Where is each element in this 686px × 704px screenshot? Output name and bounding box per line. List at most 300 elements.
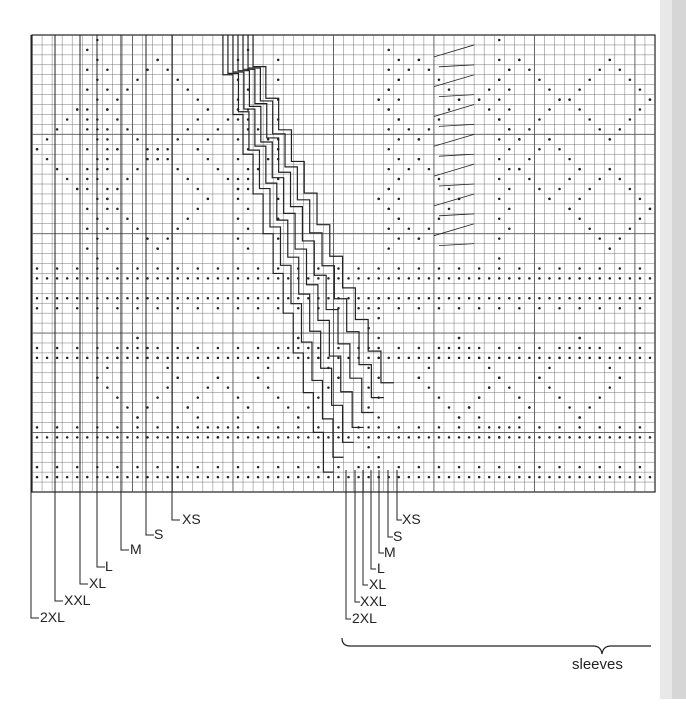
stitch-dot: [237, 277, 240, 280]
stitch-dot: [629, 188, 632, 191]
stitch-dot: [629, 78, 632, 81]
stitch-dot: [307, 436, 310, 439]
stitch-dot: [639, 267, 642, 270]
stitch-dot: [619, 347, 622, 350]
stitch-dot: [146, 69, 149, 72]
stitch-dot: [598, 307, 601, 310]
stitch-dot: [367, 406, 370, 409]
stitch-dot: [488, 367, 491, 370]
stitch-dot: [337, 347, 340, 350]
stitch-dot: [247, 297, 250, 300]
stitch-dot: [136, 357, 139, 360]
stitch-dot: [438, 466, 441, 469]
stitch-dot: [56, 347, 59, 350]
stitch-dot: [187, 277, 190, 280]
stitch-dot: [357, 297, 360, 300]
stitch-dot: [257, 347, 260, 350]
stitch-dot: [86, 168, 89, 171]
stitch-dot: [418, 377, 421, 380]
stitch-dot: [317, 426, 320, 429]
stitch-dot: [237, 436, 240, 439]
stitch-dot: [387, 208, 390, 211]
stitch-dot: [478, 357, 481, 360]
stitch-dot: [156, 476, 159, 479]
stitch-dot: [327, 277, 330, 280]
stitch-dot: [528, 436, 531, 439]
sleeve-size-label-l: L: [377, 560, 385, 576]
stitch-dot: [598, 69, 601, 72]
stitch-dot: [106, 108, 109, 111]
stitch-dot: [428, 367, 431, 370]
stitch-dot: [197, 466, 200, 469]
stitch-dot: [518, 426, 521, 429]
stitch-dot: [197, 426, 200, 429]
stitch-dot: [86, 247, 89, 250]
stitch-dot: [56, 357, 59, 360]
stitch-dot: [377, 277, 380, 280]
stitch-dot: [498, 347, 501, 350]
stitch-dot: [187, 436, 190, 439]
stitch-dot: [639, 297, 642, 300]
stitch-dot: [197, 277, 200, 280]
stitch-dot: [528, 178, 531, 181]
stitch-dot: [287, 357, 290, 360]
stitch-dot: [116, 188, 119, 191]
stitch-dot: [448, 476, 451, 479]
stitch-dot: [387, 88, 390, 91]
stitch-dot: [649, 297, 652, 300]
stitch-dot: [136, 277, 139, 280]
stitch-dot: [367, 367, 370, 370]
sleeve-size-label-2xl: 2XL: [352, 610, 377, 626]
stitch-dot: [217, 297, 220, 300]
stitch-dot: [518, 436, 521, 439]
stitch-dot: [237, 267, 240, 270]
stitch-dot: [237, 307, 240, 310]
stitch-dot: [488, 108, 491, 111]
stitch-dot: [166, 386, 169, 389]
stitch-dot: [227, 357, 230, 360]
diagonal-mark: [439, 95, 474, 97]
stitch-dot: [528, 297, 531, 300]
stitch-dot: [508, 297, 511, 300]
stitch-dot: [136, 416, 139, 419]
stitch-dot: [126, 347, 129, 350]
stitch-dot: [56, 277, 59, 280]
stitch-dot: [538, 426, 541, 429]
stitch-dot: [86, 357, 89, 360]
stitch-dot: [56, 297, 59, 300]
stitch-dot: [538, 377, 541, 380]
stitch-dot: [337, 466, 340, 469]
stitch-dot: [528, 406, 531, 409]
stitch-dot: [478, 436, 481, 439]
stitch-dot: [588, 406, 591, 409]
stitch-dot: [438, 396, 441, 399]
stitch-dot: [568, 297, 571, 300]
stitch-dot: [237, 466, 240, 469]
stitch-dot: [408, 168, 411, 171]
stitch-dot: [357, 307, 360, 310]
stitch-dot: [126, 277, 129, 280]
stitch-dot: [106, 357, 109, 360]
stitch-dot: [197, 357, 200, 360]
stitch-dot: [267, 386, 270, 389]
stitch-dot: [548, 357, 551, 360]
stitch-dot: [116, 208, 119, 211]
stitch-dot: [398, 218, 401, 221]
stitch-dot: [146, 148, 149, 151]
stitch-dot: [498, 98, 501, 101]
front-size-leader-line: [121, 35, 129, 550]
stitch-dot: [176, 357, 179, 360]
stitch-dot: [267, 476, 270, 479]
stitch-dot: [498, 257, 501, 260]
stitch-dot: [76, 267, 79, 270]
sleeves-caption: sleeves: [572, 656, 623, 673]
stitch-dot: [478, 416, 481, 419]
stitch-dot: [136, 307, 139, 310]
stitch-dot: [578, 88, 581, 91]
stitch-dot: [217, 307, 220, 310]
stitch-dot: [136, 78, 139, 81]
stitch-dot: [367, 476, 370, 479]
stitch-dot: [377, 297, 380, 300]
stitch-dot: [377, 436, 380, 439]
stitch-dot: [619, 267, 622, 270]
stitch-dot: [207, 158, 210, 161]
stitch-dot: [176, 426, 179, 429]
stitch-dot: [106, 148, 109, 151]
stitch-dot: [237, 218, 240, 221]
stitch-dot: [156, 267, 159, 270]
stitch-dot: [498, 237, 501, 240]
stitch-dot: [598, 396, 601, 399]
front-size-label-l: L: [105, 558, 113, 574]
stitch-dot: [136, 168, 139, 171]
stitch-dot: [106, 277, 109, 280]
stitch-dot: [86, 88, 89, 91]
stitch-dot: [578, 337, 581, 340]
stitch-dot: [408, 476, 411, 479]
stitch-dot: [398, 178, 401, 181]
stitch-dot: [247, 188, 250, 191]
stitch-dot: [558, 466, 561, 469]
stitch-dot: [36, 267, 39, 270]
stitch-dot: [639, 357, 642, 360]
stitch-dot: [197, 396, 200, 399]
stitch-dot: [176, 78, 179, 81]
stitch-dot: [438, 118, 441, 121]
stitch-dot: [237, 198, 240, 201]
stitch-dot: [548, 367, 551, 370]
stitch-dot: [136, 138, 139, 141]
stitch-dot: [619, 307, 622, 310]
stitch-dot: [287, 347, 290, 350]
stitch-dot: [156, 247, 159, 250]
stitch-dot: [418, 347, 421, 350]
stitch-dot: [277, 466, 280, 469]
stitch-dot: [488, 436, 491, 439]
stitch-dot: [146, 347, 149, 350]
stitch-dot: [468, 277, 471, 280]
stitch-dot: [428, 168, 431, 171]
stitch-dot: [106, 188, 109, 191]
stitch-dot: [458, 436, 461, 439]
stitch-dot: [277, 307, 280, 310]
stitch-dot: [448, 188, 451, 191]
stitch-dot: [377, 307, 380, 310]
stitch-dot: [327, 357, 330, 360]
stitch-dot: [498, 436, 501, 439]
stitch-dot: [66, 118, 69, 121]
stitch-dot: [428, 128, 431, 131]
stitch-dot: [588, 188, 591, 191]
stitch-dot: [428, 297, 431, 300]
stitch-dot: [468, 297, 471, 300]
stitch-dot: [387, 247, 390, 250]
stitch-dot: [578, 108, 581, 111]
stitch-dot: [247, 247, 250, 250]
stitch-dot: [478, 307, 481, 310]
stitch-dot: [508, 227, 511, 230]
stitch-dot: [578, 416, 581, 419]
stitch-dot: [156, 307, 159, 310]
stitch-dot: [518, 297, 521, 300]
stitch-dot: [398, 476, 401, 479]
stitch-dot: [297, 416, 300, 419]
stitch-dot: [498, 377, 501, 380]
stitch-dot: [558, 98, 561, 101]
stitch-dot: [227, 118, 230, 121]
stitch-dot: [508, 436, 511, 439]
stitch-dot: [237, 188, 240, 191]
stitch-dot: [187, 88, 190, 91]
stitch-dot: [187, 297, 190, 300]
stitch-dot: [418, 277, 421, 280]
stitch-dot: [166, 237, 169, 240]
stitch-dot: [428, 386, 431, 389]
page-edge-shadow: [660, 0, 686, 699]
stitch-dot: [277, 277, 280, 280]
front-size-leader-line: [80, 35, 88, 584]
stitch-dot: [227, 277, 230, 280]
stitch-dot: [619, 466, 622, 469]
size-staircase-line: [228, 35, 344, 457]
stitch-dot: [377, 347, 380, 350]
stitch-dot: [408, 128, 411, 131]
stitch-dot: [176, 347, 179, 350]
stitch-dot: [106, 476, 109, 479]
stitch-dot: [277, 426, 280, 429]
stitch-dot: [458, 347, 461, 350]
stitch-dot: [609, 476, 612, 479]
stitch-dot: [106, 128, 109, 131]
stitch-dot: [86, 208, 89, 211]
stitch-dot: [588, 277, 591, 280]
stitch-dot: [217, 128, 220, 131]
stitch-dot: [86, 188, 89, 191]
stitch-dot: [166, 476, 169, 479]
stitch-dot: [387, 297, 390, 300]
stitch-dot: [367, 436, 370, 439]
stitch-dot: [438, 347, 441, 350]
stitch-dot: [217, 347, 220, 350]
stitch-dot: [528, 357, 531, 360]
stitch-dot: [247, 476, 250, 479]
stitch-dot: [639, 218, 642, 221]
stitch-dot: [367, 277, 370, 280]
stitch-dot: [56, 267, 59, 270]
stitch-dot: [116, 436, 119, 439]
stitch-dot: [588, 476, 591, 479]
stitch-dot: [598, 237, 601, 240]
stitch-dot: [247, 357, 250, 360]
stitch-dot: [76, 476, 79, 479]
stitch-dot: [578, 357, 581, 360]
stitch-dot: [86, 118, 89, 121]
stitch-dot: [86, 178, 89, 181]
stitch-dot: [598, 436, 601, 439]
stitch-dot: [548, 277, 551, 280]
stitch-dot: [146, 158, 149, 161]
stitch-dot: [237, 347, 240, 350]
stitch-dot: [257, 436, 260, 439]
stitch-dot: [478, 98, 481, 101]
stitch-dot: [176, 466, 179, 469]
stitch-dot: [428, 476, 431, 479]
stitch-dot: [367, 297, 370, 300]
stitch-dot: [398, 118, 401, 121]
stitch-dot: [488, 426, 491, 429]
stitch-dot: [418, 426, 421, 429]
stitch-dot: [146, 357, 149, 360]
stitch-dot: [247, 178, 250, 181]
stitch-dot: [558, 436, 561, 439]
stitch-dot: [156, 148, 159, 151]
stitch-dot: [66, 436, 69, 439]
stitch-dot: [528, 158, 531, 161]
stitch-dot: [297, 436, 300, 439]
stitch-dot: [176, 307, 179, 310]
stitch-dot: [136, 436, 139, 439]
stitch-dot: [598, 277, 601, 280]
stitch-dot: [257, 277, 260, 280]
stitch-dot: [478, 267, 481, 270]
stitch-dot: [357, 476, 360, 479]
stitch-dot: [418, 357, 421, 360]
stitch-dot: [598, 466, 601, 469]
stitch-dot: [287, 476, 290, 479]
stitch-dot: [76, 426, 79, 429]
stitch-dot: [408, 277, 411, 280]
stitch-dot: [317, 436, 320, 439]
stitch-dot: [398, 426, 401, 429]
stitch-dot: [176, 297, 179, 300]
stitch-dot: [548, 476, 551, 479]
sleeve-size-label-s: S: [393, 528, 403, 544]
front-size-label-xl: XL: [89, 575, 107, 591]
stitch-dot: [538, 357, 541, 360]
stitch-dot: [528, 128, 531, 131]
stitch-dot: [207, 386, 210, 389]
stitch-dot: [448, 88, 451, 91]
stitch-dot: [277, 78, 280, 81]
stitch-dot: [518, 267, 521, 270]
stitch-dot: [639, 277, 642, 280]
stitch-dot: [247, 277, 250, 280]
stitch-dot: [629, 118, 632, 121]
stitch-dot: [327, 436, 330, 439]
stitch-dot: [297, 307, 300, 310]
stitch-dot: [217, 436, 220, 439]
stitch-dot: [609, 59, 612, 62]
stitch-dot: [176, 377, 179, 380]
stitch-dot: [498, 277, 501, 280]
stitch-dot: [528, 476, 531, 479]
stitch-dot: [609, 357, 612, 360]
stitch-dot: [398, 307, 401, 310]
stitch-dot: [398, 237, 401, 240]
stitch-dot: [558, 267, 561, 270]
stitch-dot: [387, 148, 390, 151]
stitch-dot: [277, 59, 280, 62]
stitch-dot: [207, 436, 210, 439]
stitch-dot: [337, 377, 340, 380]
stitch-dot: [458, 277, 461, 280]
stitch-dot: [166, 357, 169, 360]
stitch-dot: [418, 466, 421, 469]
stitch-dot: [438, 436, 441, 439]
stitch-dot: [116, 357, 119, 360]
stitch-dot: [297, 357, 300, 360]
stitch-dot: [317, 466, 320, 469]
stitch-dot: [609, 247, 612, 250]
stitch-dot: [76, 188, 79, 191]
stitch-dot: [76, 436, 79, 439]
stitch-dot: [578, 218, 581, 221]
stitch-dot: [227, 178, 230, 181]
stitch-dot: [488, 357, 491, 360]
diagonal-mark: [439, 154, 474, 156]
stitch-dot: [227, 386, 230, 389]
stitch-dot: [508, 208, 511, 211]
stitch-dot: [639, 426, 642, 429]
stitch-dot: [76, 277, 79, 280]
stitch-dot: [66, 297, 69, 300]
stitch-dot: [649, 476, 652, 479]
stitch-dot: [327, 297, 330, 300]
stitch-dot: [66, 277, 69, 280]
stitch-dot: [398, 158, 401, 161]
stitch-dot: [639, 347, 642, 350]
stitch-dot: [237, 357, 240, 360]
stitch-dot: [498, 426, 501, 429]
stitch-dot: [598, 476, 601, 479]
sleeve-size-leader-line: [379, 470, 384, 553]
stitch-dot: [257, 128, 260, 131]
stitch-dot: [247, 168, 250, 171]
stitch-dot: [418, 59, 421, 62]
stitch-dot: [156, 357, 159, 360]
stitch-dot: [36, 277, 39, 280]
stitch-dot: [478, 297, 481, 300]
stitch-dot: [36, 307, 39, 310]
stitch-dot: [46, 158, 49, 161]
stitch-dot: [538, 118, 541, 121]
stitch-dot: [337, 436, 340, 439]
stitch-dot: [367, 446, 370, 449]
